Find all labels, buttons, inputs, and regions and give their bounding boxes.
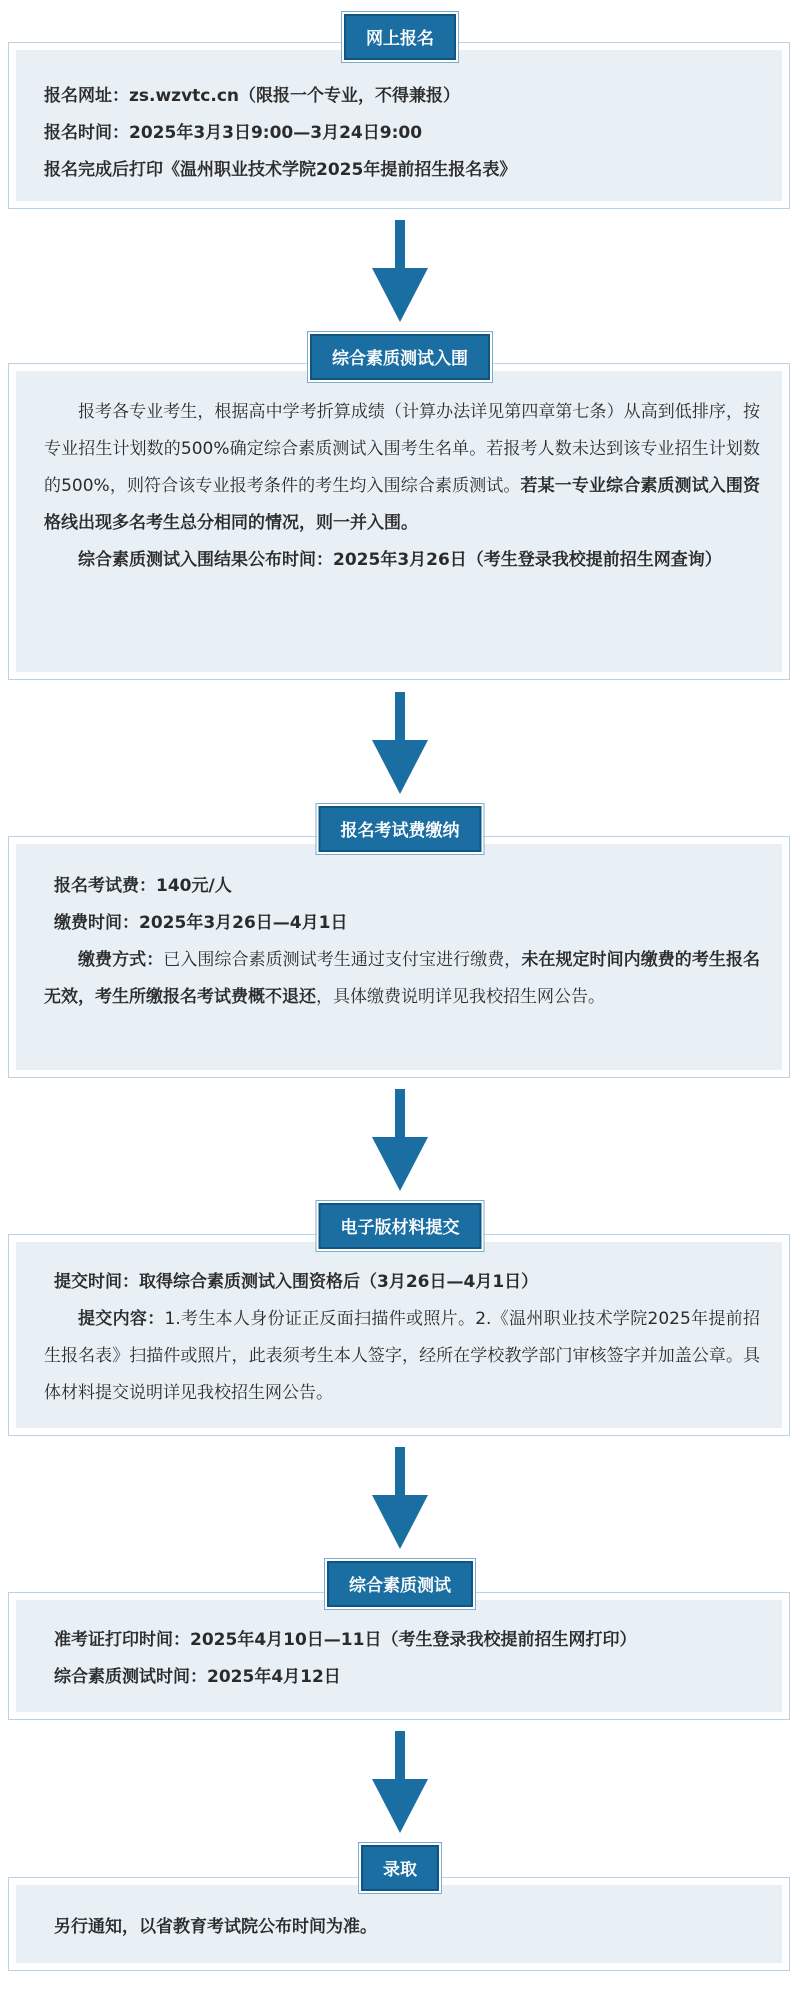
test-time-line: 综合素质测试时间：2025年4月12日: [54, 1667, 341, 1687]
step-title: 电子版材料提交: [319, 1203, 482, 1249]
arrow-down-icon: [372, 692, 428, 794]
arrow-down-icon: [372, 1447, 428, 1549]
screening-paragraph: 报考各专业考生，根据高中学考折算成绩（计算办法详见第四章第七条）从高到低排序，按专业招生计划数的500%确定综合素质测试入围考生名单。若报考人数未达到该专业招生计划数的500%，则符合该专业报考条件的考生均入围综合素质测试。若某一专业综合素质测试入围资格线出现多名考生总分相同的情况，则一并入围。: [44, 402, 760, 533]
registration-print-line: 报名完成后打印《温州职业技术学院2025年提前招生报名表》: [44, 160, 517, 180]
step-title: 报名考试费缴纳: [319, 806, 482, 852]
step-box: [8, 1592, 790, 1720]
fee-time-line: 缴费时间：2025年3月26日—4月1日: [54, 913, 348, 933]
submission-content-paragraph: 提交内容：1.考生本人身份证正反面扫描件或照片。2.《温州职业技术学院2025年提前招生报名表》扫描件或照片，此表须考生本人签字，经所在学校教学部门审核签字并加盖公章。具体材料提交说明详见我校招生网公告。: [44, 1309, 761, 1403]
step-title: 录取: [361, 1845, 439, 1891]
fee-method-paragraph: 缴费方式：已入围综合素质测试考生通过支付宝进行缴费，未在规定时间内缴费的考生报名无效，考生所缴报名考试费概不退还，具体缴费说明详见我校招生网公告。: [44, 950, 761, 1007]
step-title: 综合素质测试: [327, 1561, 473, 1607]
admission-ticket-line: 准考证打印时间：2025年4月10日—11日（考生登录我校提前招生网打印）: [54, 1630, 637, 1650]
step-title: 综合素质测试入围: [310, 334, 490, 380]
fee-amount-line: 报名考试费：140元/人: [54, 876, 232, 896]
step-title: 网上报名: [344, 14, 456, 60]
step-box: [8, 1234, 790, 1436]
step-box: [8, 836, 790, 1078]
screening-result-time: 综合素质测试入围结果公布时间：2025年3月26日（考生登录我校提前招生网查询）: [78, 550, 722, 570]
arrow-down-icon: [372, 1089, 428, 1191]
step-box: [8, 42, 790, 209]
step-box: [8, 363, 790, 680]
registration-url-line: 报名网址：zs.wzvtc.cn（限报一个专业，不得兼报）: [44, 86, 460, 106]
registration-time-line: 报名时间：2025年3月3日9:00—3月24日9:00: [44, 123, 423, 143]
arrow-down-icon: [372, 1731, 428, 1833]
admission-notice: 另行通知，以省教育考试院公布时间为准。: [54, 1917, 377, 1937]
submission-time-line: 提交时间：取得综合素质测试入围资格后（3月26日—4月1日）: [54, 1272, 539, 1292]
arrow-down-icon: [372, 220, 428, 322]
